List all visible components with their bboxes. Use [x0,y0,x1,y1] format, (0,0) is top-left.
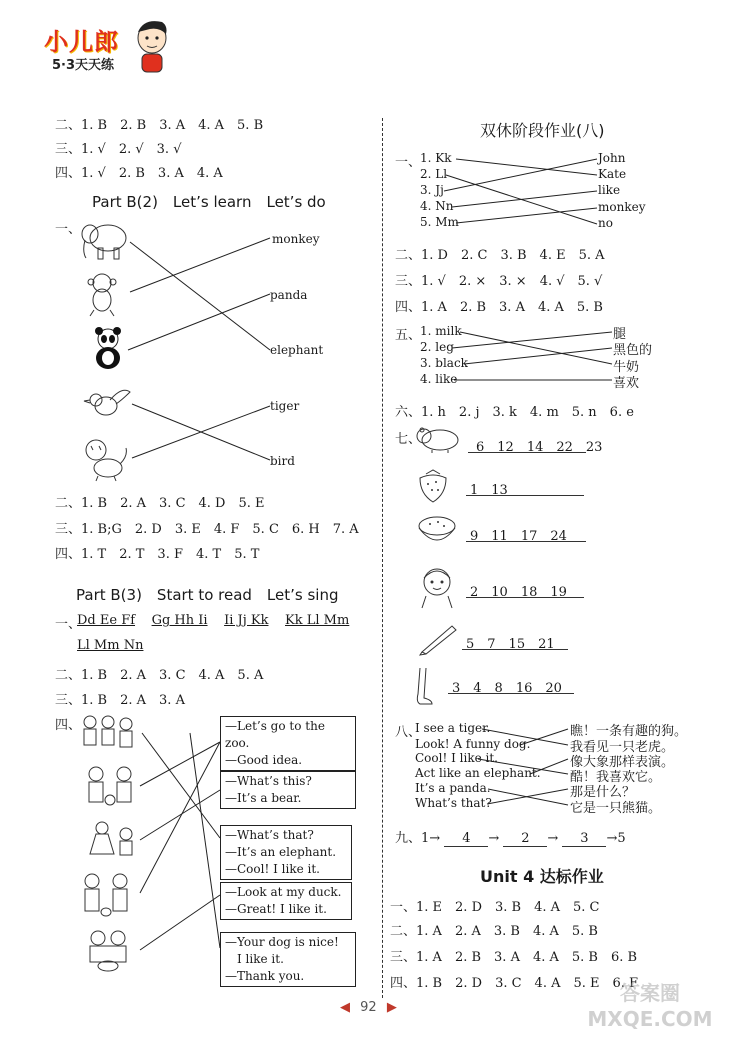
match-left-item: 1. milk [420,324,462,338]
question-number: 四、 [55,718,82,733]
match-right-item: 瞧！一条有趣的狗。 [570,724,688,739]
letter-group: Gg Hh Ii [151,613,208,628]
match-right-item: 喜欢 [613,376,640,391]
dialog-line: —Great! I like it. [225,902,327,916]
match-right-item: Kate [598,167,627,181]
dialog-box [220,771,356,809]
answer-line: 二、1. B 2. A 3. C 4. A 5. A [55,668,264,683]
letter-group: Ll Mm Nn [77,638,144,653]
question-number: 一、 [55,617,82,632]
answer-underline [466,597,584,598]
dialog-line: I like it. [225,952,284,966]
answer-line: 四、1. A 2. B 3. A 4. A 5. B [395,300,603,315]
number-answer: 3 4 8 16 20 [452,681,562,696]
question-number: 一、 [395,155,422,170]
page-number: ◀ 92 ▶ [340,1000,397,1015]
prev-arrow-icon: ◀ [340,1000,350,1015]
answer-line: 四、1. B 2. D 3. C 4. A 5. E 6. F [390,976,639,991]
letter-group: Kk Ll Mm [285,613,350,628]
dialog-line: —Look at my duck. [225,885,342,899]
answer-line: 三、1. B;G 2. D 3. E 4. F 5. C 6. H 7. A [55,522,359,537]
match-left-item: 2. Ll [420,167,448,181]
match-right-item: 酷！我喜欢它。 [570,770,662,785]
letter-group: Dd Ee Ff [77,613,136,628]
question-number: 五、 [395,328,422,343]
duck-kids-icon [78,872,138,918]
match-right-item: no [598,216,613,230]
answer-line: 三、1. B 2. A 3. A [55,693,185,708]
answer-line: 四、1. √ 2. B 3. A 4. A [55,166,223,181]
dialog-line: —What’s this? [225,774,312,788]
answer-underline [468,452,586,453]
dialog-line: —Thank you. [225,969,305,983]
dialog-line: —Cool! I like it. [225,862,320,876]
section-title: Part B(2) Let’s learn Let’s do [92,193,326,211]
match-right-item: 那是什么？ [570,785,636,800]
match-left-item: It’s a panda. [415,781,491,795]
dialog-box [220,716,356,771]
question-number: 一、 [55,222,82,237]
answer-line: 二、1. D 2. C 3. B 4. E 5. A [395,248,605,263]
match-left-item: Cool! I like it. [415,751,498,765]
section-title: Part B(3) Start to read Let’s sing [76,586,339,604]
match-left-item: 1. Kk [420,151,452,165]
answer-line: 三、1. √ 2. × 3. × 4. √ 5. √ [395,274,603,289]
blank: 2 [503,831,547,847]
letters-row [77,638,143,653]
answer-line: 二、1. B 2. B 3. A 4. A 5. B [55,118,264,133]
number-answer: 2 10 18 19 [470,585,567,600]
letter-group: Ii Jj Kk [224,613,269,628]
section-title: Unit 4 达标作业 [480,867,604,886]
blank: 4 [444,831,488,847]
word-panda: panda [270,288,308,302]
match-left-item: 2. leg [420,340,454,354]
bear-kids-icon [82,764,140,810]
watermark: 答案圈 MXQE.COM [587,981,713,1031]
answer-line: 二、1. B 2. A 3. C 4. D 5. E [55,496,265,511]
dialog-line: —It’s an elephant. [225,845,337,859]
zoo-kids-icon [78,714,140,752]
answer-line: 二、1. A 2. A 3. B 4. A 5. B [390,924,598,939]
leg-icon [414,666,436,708]
answer-underline [462,649,568,650]
match-right-item: 牛奶 [613,360,640,375]
match-right-item: John [598,151,626,165]
answer-line: 三、1. A 2. B 3. A 4. A 5. B 6. B [390,950,638,965]
dialog-box [220,932,356,987]
match-left-item: Act like an elephant. [415,766,541,780]
dialog-line: —Let’s go to the zoo. [225,719,325,750]
dialog-line: —What’s that? [225,828,314,842]
match-right-item: like [598,183,621,197]
dialog-box [220,825,352,880]
number-answer: 5 7 15 21 [466,637,555,652]
section-title: 双休阶段作业(八) [480,121,605,140]
dog-kids-icon [80,928,138,972]
logo-sub: 5·3天天练 [52,58,115,73]
match-right-item: 它是一只熊猫。 [570,801,662,816]
match-right-item: monkey [598,200,646,214]
match-left-item: Look! A funny dog. [415,737,531,751]
answer-underline [466,495,584,496]
elephant-kids-icon [82,820,140,862]
question-number: 七、 [395,432,422,447]
sequence-answer: 九、1→ 4 → 2 → 3 →5 [395,831,626,846]
answer-underline [466,541,586,542]
match-right-item: 我看见一只老虎。 [570,740,675,755]
next-arrow-icon: ▶ [386,1000,397,1015]
word-monkey: monkey [272,232,320,246]
answer-underline [448,693,574,694]
dialog-box [220,882,352,920]
match-left-item: 3. Jj [420,183,444,197]
number-answer: 1 13 [470,483,508,498]
match-left-item: 4. Nn [420,199,454,213]
answer-line: 一、1. E 2. D 3. B 4. A 5. C [390,900,600,915]
strawberry-icon [416,468,450,504]
number-answer: 9 11 17 24 [470,529,567,544]
match-left-item: I see a tiger. [415,721,491,735]
word-bird: bird [270,454,295,468]
dialog-line: —It’s a bear. [225,791,302,805]
blank: 3 [562,831,606,847]
hippo-icon [414,424,462,454]
answer-line: 三、1. √ 2. √ 3. √ [55,142,182,157]
match-right-item: 腿 [613,327,627,342]
match-right-item: 黑色的 [613,343,653,358]
number-answer: 6 12 14 22 23 [476,440,603,455]
question-number: 八、 [395,725,422,740]
match-left-item: 3. black [420,356,468,370]
dialog-line: —Your dog is nice! [225,935,339,949]
letters-row [77,613,349,628]
logo-main: 小儿郎 [44,28,119,56]
answer-line: 四、1. T 2. T 3. F 4. T 5. T [55,547,260,562]
girl-face-icon [416,564,458,610]
word-tiger: tiger [270,399,300,413]
match-right-item: 像大象那样表演。 [570,755,675,770]
match-left-item: What’s that? [415,796,492,810]
rice-bowl-icon [416,514,458,550]
word-elephant: elephant [270,343,324,357]
match-left-item: 4. like [420,372,458,386]
match-left-item: 5. Mm [420,215,459,229]
answer-line: 六、1. h 2. j 3. k 4. m 5. n 6. e [395,405,634,420]
pen-icon [418,622,460,656]
dialog-line: —Good idea. [225,753,303,767]
